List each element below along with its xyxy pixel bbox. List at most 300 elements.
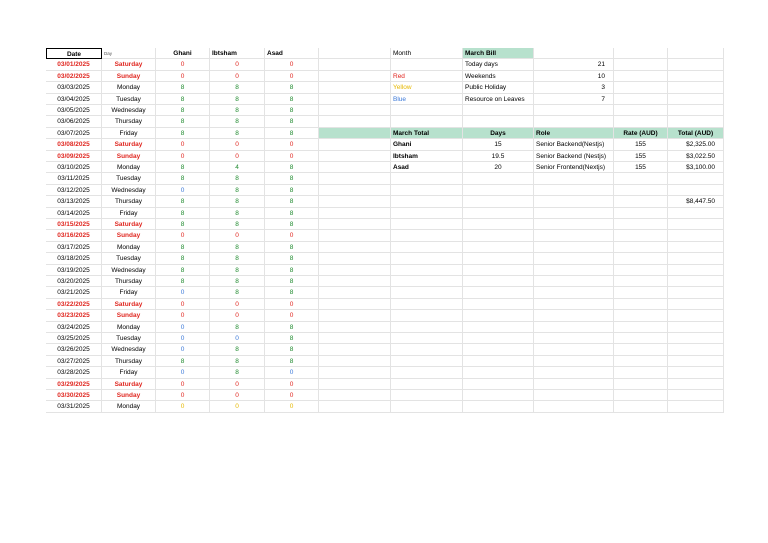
empty-cell[interactable] bbox=[319, 116, 391, 127]
asad-hours[interactable]: 8 bbox=[265, 128, 319, 139]
empty-cell[interactable] bbox=[391, 367, 463, 378]
empty-cell[interactable] bbox=[391, 310, 463, 321]
ghani-hours[interactable]: 0 bbox=[156, 379, 210, 390]
empty-cell[interactable] bbox=[463, 299, 534, 310]
empty-cell[interactable] bbox=[534, 173, 614, 184]
empty-cell[interactable] bbox=[668, 71, 724, 82]
ghani-hours[interactable]: 8 bbox=[156, 162, 210, 173]
ibtsham-hours[interactable]: 0 bbox=[210, 401, 265, 412]
date-cell[interactable]: 03/02/2025 bbox=[46, 71, 102, 82]
empty-cell[interactable] bbox=[319, 253, 391, 264]
employee-days[interactable]: 15 bbox=[463, 139, 534, 150]
empty-cell[interactable] bbox=[391, 173, 463, 184]
empty-cell[interactable] bbox=[391, 253, 463, 264]
ibtsham-hours[interactable]: 8 bbox=[210, 94, 265, 105]
empty-cell[interactable] bbox=[319, 162, 391, 173]
legend-label[interactable]: Blue bbox=[391, 94, 463, 105]
empty-cell[interactable] bbox=[463, 230, 534, 241]
day-cell[interactable]: Thursday bbox=[102, 116, 156, 127]
ibtsham-hours[interactable]: 0 bbox=[210, 59, 265, 70]
asad-hours[interactable]: 0 bbox=[265, 230, 319, 241]
date-cell[interactable]: 03/27/2025 bbox=[46, 356, 102, 367]
asad-hours[interactable]: 0 bbox=[265, 379, 319, 390]
empty-cell[interactable] bbox=[391, 196, 463, 207]
empty-cell[interactable] bbox=[391, 322, 463, 333]
ghani-hours[interactable]: 0 bbox=[156, 367, 210, 378]
employee-name[interactable]: Asad bbox=[391, 162, 463, 173]
day-cell[interactable]: Tuesday bbox=[102, 173, 156, 184]
empty-cell[interactable] bbox=[319, 276, 391, 287]
ibtsham-hours[interactable]: 0 bbox=[210, 333, 265, 344]
empty-cell[interactable] bbox=[463, 367, 534, 378]
empty-cell[interactable] bbox=[534, 367, 614, 378]
empty-cell[interactable] bbox=[463, 287, 534, 298]
empty-cell[interactable] bbox=[319, 367, 391, 378]
date-cell[interactable]: 03/20/2025 bbox=[46, 276, 102, 287]
empty-cell[interactable] bbox=[614, 390, 668, 401]
day-cell[interactable]: Tuesday bbox=[102, 333, 156, 344]
summary-label[interactable]: Today days bbox=[463, 59, 534, 70]
empty-cell[interactable] bbox=[534, 322, 614, 333]
empty-cell[interactable] bbox=[463, 196, 534, 207]
empty-cell[interactable] bbox=[319, 139, 391, 150]
empty-cell[interactable] bbox=[391, 333, 463, 344]
empty-cell[interactable] bbox=[668, 116, 724, 127]
empty-cell[interactable] bbox=[668, 299, 724, 310]
day-cell[interactable]: Sunday bbox=[102, 151, 156, 162]
empty-cell[interactable] bbox=[534, 185, 614, 196]
empty-cell[interactable] bbox=[614, 299, 668, 310]
day-cell[interactable]: Friday bbox=[102, 367, 156, 378]
empty-cell[interactable] bbox=[668, 265, 724, 276]
empty-cell[interactable] bbox=[319, 151, 391, 162]
asad-hours[interactable]: 0 bbox=[265, 71, 319, 82]
empty-cell[interactable] bbox=[391, 242, 463, 253]
empty-cell[interactable] bbox=[614, 185, 668, 196]
date-cell[interactable]: 03/03/2025 bbox=[46, 82, 102, 93]
date-cell[interactable]: 03/14/2025 bbox=[46, 208, 102, 219]
empty-cell[interactable] bbox=[534, 344, 614, 355]
empty-cell[interactable] bbox=[534, 242, 614, 253]
date-cell[interactable]: 03/24/2025 bbox=[46, 322, 102, 333]
ghani-hours[interactable]: 8 bbox=[156, 253, 210, 264]
empty-cell[interactable] bbox=[534, 379, 614, 390]
empty-cell[interactable] bbox=[319, 344, 391, 355]
date-cell[interactable]: 03/21/2025 bbox=[46, 287, 102, 298]
grand-total[interactable]: $8,447.50 bbox=[668, 196, 724, 207]
empty-cell[interactable] bbox=[319, 356, 391, 367]
empty-cell[interactable] bbox=[668, 253, 724, 264]
ibtsham-hours[interactable]: 8 bbox=[210, 322, 265, 333]
day-cell[interactable]: Sunday bbox=[102, 230, 156, 241]
ibtsham-hours[interactable]: 4 bbox=[210, 162, 265, 173]
empty-cell[interactable] bbox=[668, 401, 724, 412]
asad-hours[interactable]: 0 bbox=[265, 310, 319, 321]
summary-value[interactable]: 3 bbox=[534, 82, 614, 93]
empty-cell[interactable] bbox=[319, 287, 391, 298]
ibtsham-hours[interactable]: 8 bbox=[210, 173, 265, 184]
day-cell[interactable]: Thursday bbox=[102, 276, 156, 287]
empty-cell[interactable] bbox=[614, 379, 668, 390]
date-cell[interactable]: 03/15/2025 bbox=[46, 219, 102, 230]
empty-cell[interactable] bbox=[463, 173, 534, 184]
empty-cell[interactable] bbox=[534, 208, 614, 219]
empty-cell[interactable] bbox=[534, 219, 614, 230]
ghani-hours[interactable]: 8 bbox=[156, 356, 210, 367]
empty-cell[interactable] bbox=[614, 71, 668, 82]
empty-cell[interactable] bbox=[391, 185, 463, 196]
day-cell[interactable]: Thursday bbox=[102, 196, 156, 207]
employee-days[interactable]: 20 bbox=[463, 162, 534, 173]
empty-cell[interactable] bbox=[319, 299, 391, 310]
asad-hours[interactable]: 8 bbox=[265, 105, 319, 116]
day-cell[interactable]: Friday bbox=[102, 128, 156, 139]
asad-hours[interactable]: 8 bbox=[265, 185, 319, 196]
asad-hours[interactable]: 8 bbox=[265, 82, 319, 93]
empty-cell[interactable] bbox=[463, 322, 534, 333]
employee-total[interactable]: $3,100.00 bbox=[668, 162, 724, 173]
empty-cell[interactable] bbox=[534, 333, 614, 344]
empty-cell[interactable] bbox=[534, 116, 614, 127]
empty-cell[interactable] bbox=[319, 322, 391, 333]
empty-cell[interactable] bbox=[319, 105, 391, 116]
ghani-hours[interactable]: 0 bbox=[156, 344, 210, 355]
ibtsham-hours[interactable]: 8 bbox=[210, 344, 265, 355]
ibtsham-hours[interactable]: 0 bbox=[210, 310, 265, 321]
asad-hours[interactable]: 0 bbox=[265, 299, 319, 310]
empty-cell[interactable] bbox=[319, 185, 391, 196]
ibtsham-hours[interactable]: 8 bbox=[210, 265, 265, 276]
asad-hours[interactable]: 8 bbox=[265, 219, 319, 230]
empty-cell[interactable] bbox=[319, 219, 391, 230]
employee-role[interactable]: Senior Frontend(Nextjs) bbox=[534, 162, 614, 173]
empty-cell[interactable] bbox=[463, 379, 534, 390]
empty-cell[interactable] bbox=[614, 322, 668, 333]
empty-cell[interactable] bbox=[391, 287, 463, 298]
asad-hours[interactable]: 0 bbox=[265, 390, 319, 401]
employee-rate[interactable]: 155 bbox=[614, 162, 668, 173]
day-cell[interactable]: Monday bbox=[102, 322, 156, 333]
ibtsham-hours[interactable]: 8 bbox=[210, 253, 265, 264]
ghani-hours[interactable]: 8 bbox=[156, 208, 210, 219]
ghani-hours[interactable]: 0 bbox=[156, 322, 210, 333]
date-cell[interactable]: 03/09/2025 bbox=[46, 151, 102, 162]
empty-cell[interactable] bbox=[614, 59, 668, 70]
ghani-hours[interactable]: 0 bbox=[156, 310, 210, 321]
empty-cell[interactable] bbox=[614, 265, 668, 276]
empty-cell[interactable] bbox=[463, 344, 534, 355]
ghani-hours[interactable]: 8 bbox=[156, 105, 210, 116]
day-cell[interactable]: Thursday bbox=[102, 356, 156, 367]
empty-cell[interactable] bbox=[391, 379, 463, 390]
empty-cell[interactable] bbox=[614, 287, 668, 298]
empty-cell[interactable] bbox=[319, 128, 391, 139]
empty-cell[interactable] bbox=[668, 344, 724, 355]
ghani-hours[interactable]: 8 bbox=[156, 265, 210, 276]
summary-label[interactable]: Weekends bbox=[463, 71, 534, 82]
summary-label[interactable]: Resource on Leaves bbox=[463, 94, 534, 105]
empty-cell[interactable] bbox=[668, 173, 724, 184]
date-cell[interactable]: 03/08/2025 bbox=[46, 139, 102, 150]
empty-cell[interactable] bbox=[668, 287, 724, 298]
asad-hours[interactable]: 8 bbox=[265, 322, 319, 333]
date-cell[interactable]: 03/17/2025 bbox=[46, 242, 102, 253]
empty-cell[interactable] bbox=[668, 185, 724, 196]
asad-hours[interactable]: 8 bbox=[265, 344, 319, 355]
asad-hours[interactable]: 8 bbox=[265, 94, 319, 105]
ghani-hours[interactable]: 8 bbox=[156, 82, 210, 93]
empty-cell[interactable] bbox=[463, 356, 534, 367]
empty-cell[interactable] bbox=[668, 219, 724, 230]
date-cell[interactable]: 03/25/2025 bbox=[46, 333, 102, 344]
empty-cell[interactable] bbox=[614, 333, 668, 344]
empty-cell[interactable] bbox=[534, 253, 614, 264]
asad-hours[interactable]: 8 bbox=[265, 356, 319, 367]
ghani-hours[interactable]: 0 bbox=[156, 333, 210, 344]
employee-rate[interactable]: 155 bbox=[614, 151, 668, 162]
empty-cell[interactable] bbox=[391, 401, 463, 412]
empty-cell[interactable] bbox=[463, 276, 534, 287]
day-cell[interactable]: Saturday bbox=[102, 379, 156, 390]
empty-cell[interactable] bbox=[391, 265, 463, 276]
date-cell[interactable]: 03/05/2025 bbox=[46, 105, 102, 116]
empty-cell[interactable] bbox=[319, 82, 391, 93]
empty-cell[interactable] bbox=[391, 276, 463, 287]
ghani-hours[interactable]: 0 bbox=[156, 401, 210, 412]
empty-cell[interactable] bbox=[668, 105, 724, 116]
empty-cell[interactable] bbox=[463, 265, 534, 276]
asad-hours[interactable]: 8 bbox=[265, 173, 319, 184]
empty-cell[interactable] bbox=[391, 219, 463, 230]
empty-cell[interactable] bbox=[463, 105, 534, 116]
legend-label[interactable]: Red bbox=[391, 71, 463, 82]
empty-cell[interactable] bbox=[668, 333, 724, 344]
ibtsham-hours[interactable]: 8 bbox=[210, 196, 265, 207]
asad-hours[interactable]: 8 bbox=[265, 287, 319, 298]
month-label[interactable]: Month bbox=[391, 48, 463, 59]
ibtsham-hours[interactable]: 8 bbox=[210, 367, 265, 378]
ibtsham-hours[interactable]: 8 bbox=[210, 219, 265, 230]
ibtsham-hours[interactable]: 8 bbox=[210, 185, 265, 196]
day-cell[interactable]: Saturday bbox=[102, 219, 156, 230]
empty-cell[interactable] bbox=[391, 105, 463, 116]
date-cell[interactable]: 03/18/2025 bbox=[46, 253, 102, 264]
ghani-hours[interactable]: 8 bbox=[156, 116, 210, 127]
ghani-hours[interactable]: 8 bbox=[156, 173, 210, 184]
day-cell[interactable]: Monday bbox=[102, 162, 156, 173]
ibtsham-hours[interactable]: 8 bbox=[210, 105, 265, 116]
empty-cell[interactable] bbox=[319, 265, 391, 276]
empty-cell[interactable] bbox=[319, 94, 391, 105]
empty-cell[interactable] bbox=[534, 196, 614, 207]
asad-hours[interactable]: 0 bbox=[265, 401, 319, 412]
empty-cell[interactable] bbox=[319, 173, 391, 184]
asad-hours[interactable]: 0 bbox=[265, 139, 319, 150]
ghani-hours[interactable]: 8 bbox=[156, 94, 210, 105]
ibtsham-hours[interactable]: 0 bbox=[210, 151, 265, 162]
empty-cell[interactable] bbox=[614, 230, 668, 241]
empty-cell[interactable] bbox=[534, 401, 614, 412]
ghani-hours[interactable]: 0 bbox=[156, 390, 210, 401]
asad-hours[interactable]: 8 bbox=[265, 333, 319, 344]
day-cell[interactable]: Saturday bbox=[102, 299, 156, 310]
ghani-hours[interactable]: 0 bbox=[156, 287, 210, 298]
empty-cell[interactable] bbox=[668, 390, 724, 401]
empty-cell[interactable] bbox=[463, 390, 534, 401]
day-cell[interactable]: Sunday bbox=[102, 71, 156, 82]
empty-cell[interactable] bbox=[614, 94, 668, 105]
asad-hours[interactable]: 8 bbox=[265, 253, 319, 264]
asad-hours[interactable]: 0 bbox=[265, 151, 319, 162]
empty-cell[interactable] bbox=[463, 253, 534, 264]
employee-name[interactable]: Ibtsham bbox=[391, 151, 463, 162]
empty-cell[interactable] bbox=[391, 344, 463, 355]
asad-hours[interactable]: 8 bbox=[265, 276, 319, 287]
empty-cell[interactable] bbox=[668, 59, 724, 70]
ibtsham-hours[interactable]: 8 bbox=[210, 128, 265, 139]
empty-cell[interactable] bbox=[668, 367, 724, 378]
ibtsham-hours[interactable]: 8 bbox=[210, 116, 265, 127]
ghani-hours[interactable]: 0 bbox=[156, 139, 210, 150]
legend-label[interactable] bbox=[391, 59, 463, 70]
empty-cell[interactable] bbox=[463, 208, 534, 219]
ibtsham-hours[interactable]: 0 bbox=[210, 71, 265, 82]
ghani-hours[interactable]: 0 bbox=[156, 230, 210, 241]
empty-cell[interactable] bbox=[534, 310, 614, 321]
empty-cell[interactable] bbox=[668, 94, 724, 105]
empty-cell[interactable] bbox=[614, 173, 668, 184]
date-cell[interactable]: 03/19/2025 bbox=[46, 265, 102, 276]
ibtsham-hours[interactable]: 8 bbox=[210, 356, 265, 367]
day-cell[interactable]: Wednesday bbox=[102, 185, 156, 196]
empty-cell[interactable] bbox=[614, 310, 668, 321]
empty-cell[interactable] bbox=[319, 242, 391, 253]
ibtsham-hours[interactable]: 8 bbox=[210, 208, 265, 219]
empty-cell[interactable] bbox=[391, 230, 463, 241]
summary-value[interactable]: 21 bbox=[534, 59, 614, 70]
summary-value[interactable]: 10 bbox=[534, 71, 614, 82]
asad-hours[interactable]: 8 bbox=[265, 242, 319, 253]
empty-cell[interactable] bbox=[614, 344, 668, 355]
empty-cell[interactable] bbox=[614, 242, 668, 253]
ibtsham-hours[interactable]: 0 bbox=[210, 139, 265, 150]
empty-cell[interactable] bbox=[391, 116, 463, 127]
ghani-hours[interactable]: 0 bbox=[156, 299, 210, 310]
empty-cell[interactable] bbox=[668, 242, 724, 253]
empty-cell[interactable] bbox=[534, 105, 614, 116]
empty-cell[interactable] bbox=[463, 310, 534, 321]
empty-cell[interactable] bbox=[534, 265, 614, 276]
date-cell[interactable]: 03/16/2025 bbox=[46, 230, 102, 241]
header-date[interactable]: Date bbox=[46, 48, 102, 59]
day-cell[interactable]: Monday bbox=[102, 242, 156, 253]
empty-cell[interactable] bbox=[614, 208, 668, 219]
empty-cell[interactable] bbox=[319, 310, 391, 321]
empty-cell[interactable] bbox=[614, 48, 668, 59]
day-cell[interactable]: Saturday bbox=[102, 139, 156, 150]
ibtsham-hours[interactable]: 8 bbox=[210, 276, 265, 287]
ibtsham-hours[interactable]: 0 bbox=[210, 379, 265, 390]
empty-cell[interactable] bbox=[614, 219, 668, 230]
empty-cell[interactable] bbox=[614, 82, 668, 93]
employee-days[interactable]: 19.5 bbox=[463, 151, 534, 162]
asad-hours[interactable]: 8 bbox=[265, 162, 319, 173]
day-cell[interactable]: Monday bbox=[102, 82, 156, 93]
empty-cell[interactable] bbox=[614, 367, 668, 378]
empty-cell[interactable] bbox=[668, 208, 724, 219]
day-cell[interactable]: Sunday bbox=[102, 310, 156, 321]
header-asad[interactable]: Asad bbox=[265, 48, 319, 59]
empty-cell[interactable] bbox=[391, 390, 463, 401]
empty-cell[interactable] bbox=[614, 116, 668, 127]
date-cell[interactable]: 03/29/2025 bbox=[46, 379, 102, 390]
empty-cell[interactable] bbox=[614, 253, 668, 264]
ibtsham-hours[interactable]: 0 bbox=[210, 390, 265, 401]
empty-cell[interactable] bbox=[319, 379, 391, 390]
date-cell[interactable]: 03/10/2025 bbox=[46, 162, 102, 173]
ghani-hours[interactable]: 8 bbox=[156, 276, 210, 287]
date-cell[interactable]: 03/31/2025 bbox=[46, 401, 102, 412]
date-cell[interactable]: 03/30/2025 bbox=[46, 390, 102, 401]
day-cell[interactable]: Monday bbox=[102, 401, 156, 412]
date-cell[interactable]: 03/06/2025 bbox=[46, 116, 102, 127]
date-cell[interactable]: 03/12/2025 bbox=[46, 185, 102, 196]
date-cell[interactable]: 03/22/2025 bbox=[46, 299, 102, 310]
empty-cell[interactable] bbox=[319, 59, 391, 70]
totals-header-days[interactable]: Days bbox=[463, 128, 534, 139]
day-cell[interactable]: Tuesday bbox=[102, 253, 156, 264]
ghani-hours[interactable]: 8 bbox=[156, 219, 210, 230]
empty-cell[interactable] bbox=[668, 310, 724, 321]
asad-hours[interactable]: 0 bbox=[265, 367, 319, 378]
employee-rate[interactable]: 155 bbox=[614, 139, 668, 150]
empty-cell[interactable] bbox=[534, 356, 614, 367]
empty-cell[interactable] bbox=[668, 48, 724, 59]
empty-cell[interactable] bbox=[463, 185, 534, 196]
empty-cell[interactable] bbox=[319, 390, 391, 401]
employee-total[interactable]: $3,022.50 bbox=[668, 151, 724, 162]
empty-cell[interactable] bbox=[319, 196, 391, 207]
day-cell[interactable]: Wednesday bbox=[102, 344, 156, 355]
ghani-hours[interactable]: 0 bbox=[156, 185, 210, 196]
totals-header-role[interactable]: Role bbox=[534, 128, 614, 139]
empty-cell[interactable] bbox=[668, 322, 724, 333]
empty-cell[interactable] bbox=[319, 208, 391, 219]
ibtsham-hours[interactable]: 8 bbox=[210, 242, 265, 253]
asad-hours[interactable]: 8 bbox=[265, 116, 319, 127]
day-cell[interactable]: Friday bbox=[102, 208, 156, 219]
legend-label[interactable]: Yellow bbox=[391, 82, 463, 93]
ibtsham-hours[interactable]: 8 bbox=[210, 82, 265, 93]
ibtsham-hours[interactable]: 8 bbox=[210, 287, 265, 298]
summary-value[interactable]: 7 bbox=[534, 94, 614, 105]
date-cell[interactable]: 03/26/2025 bbox=[46, 344, 102, 355]
empty-cell[interactable] bbox=[319, 401, 391, 412]
summary-label[interactable]: Public Holiday bbox=[463, 82, 534, 93]
day-cell[interactable]: Wednesday bbox=[102, 105, 156, 116]
employee-name[interactable]: Ghani bbox=[391, 139, 463, 150]
totals-header-name[interactable]: March Total bbox=[391, 128, 463, 139]
empty-cell[interactable] bbox=[534, 287, 614, 298]
ghani-hours[interactable]: 0 bbox=[156, 71, 210, 82]
day-cell[interactable]: Wednesday bbox=[102, 265, 156, 276]
date-cell[interactable]: 03/11/2025 bbox=[46, 173, 102, 184]
empty-cell[interactable] bbox=[463, 116, 534, 127]
date-cell[interactable]: 03/04/2025 bbox=[46, 94, 102, 105]
date-cell[interactable]: 03/28/2025 bbox=[46, 367, 102, 378]
header-ibtsham[interactable]: Ibtsham bbox=[210, 48, 265, 59]
empty-cell[interactable] bbox=[391, 356, 463, 367]
